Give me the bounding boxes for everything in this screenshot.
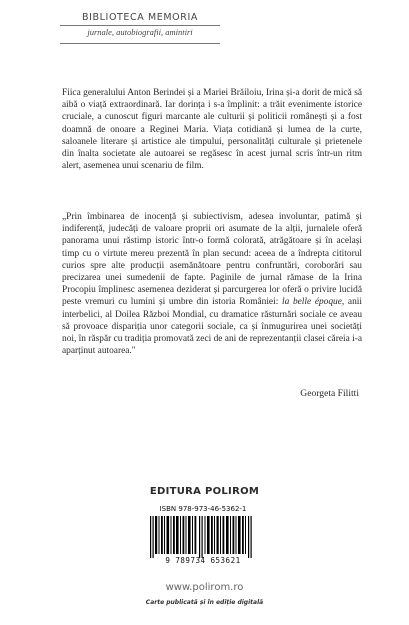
quote-text-end: , anii interbelici, al Doilea Război Mondial, cu dramatice răsturnări sociale ce aveau să provoace dispariția unor categorii sociale, ca și înmugurirea unei societăți noi, în răspăr cu tradiția promovată zeci de ani de reprezentanții clasei căreia i-a aparținut autoarea." [62, 297, 362, 357]
quote-text-start: „Prin îmbinarea de inocență și subiectivism, adesea involuntar, patimă și indiferență, judecăți de valoare proprii ori asumate de la alții, jurnalele oferă panorama unui răstimp istoric într-o formă colorată, atrăgătoare și în același timp cu o virtute mereu prezentă în plan secund: aceea de a îndrepta cititorul curios spre alte producții asemănătoare pentru confruntări, coroborări sau precizarea unei sumedenii de fapte. Paginile de jurnal rămase de la Irina Procopiu împlinesc asemenea deziderat și parcurgerea lor oferă o privire lucidă peste vremuri cu lumini și umbre din istoria României: [62, 212, 362, 308]
description-paragraph: Fiica generalului Anton Berindei și a Mariei Brăiloiu, Irina și-a dorit de mică să aibă o viață extraordinară. Iar dorința i s-a împlinit: a trăit evenimente istorice cruciale, a cunoscut figuri marcante ale culturii și politicii românești și a fost doamnă de onoare a Reginei Maria. Viața cotidiană și lumea de la curte, saloanele literare și artistice ale timpului, personalități culturale și prietenele din înalta societate ale autoarei se regăsesc în acest jurnal scris într-un ritm alert, asemenea unui scenariu de film. [62, 88, 362, 172]
series-subtitle: jurnale, autobiografii, amintiri [87, 27, 193, 37]
series-title: BIBLIOTECA MEMORIA [82, 12, 198, 23]
digital-edition-note: Carte publicată și în ediție digitală [145, 599, 264, 606]
quote-paragraph [62, 211, 362, 357]
series-header [60, 12, 220, 37]
barcode-digits: 9 789734 653621 [165, 556, 241, 565]
isbn-label: ISBN 978-973-46-5362-1 [159, 505, 247, 513]
quote-italic-phrase: la belle époque [281, 297, 342, 308]
series-divider-bottom [60, 43, 220, 44]
publisher-name: EDITURA POLIROM [149, 486, 260, 497]
quote-author: Georgeta Filitti [300, 388, 359, 399]
barcode-icon [148, 516, 258, 558]
barcode-block [138, 505, 268, 579]
website-url: www.polirom.ro [165, 582, 244, 593]
series-divider [60, 25, 220, 26]
